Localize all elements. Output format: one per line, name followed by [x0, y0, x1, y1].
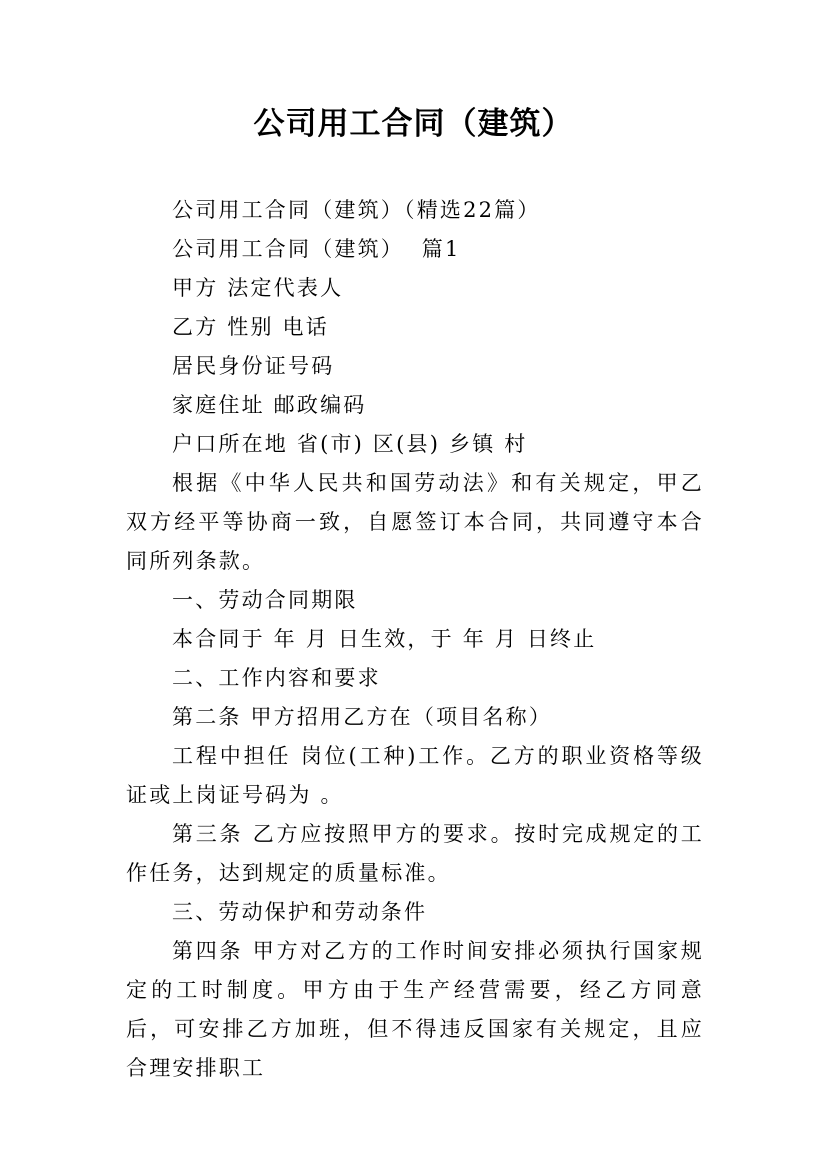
paragraph: 第四条 甲方对乙方的工作时间安排必须执行国家规定的工时制度。甲方由于生产经营需要，经乙方同意后，可安排乙方加班，但不得违反国家有关规定，且应合理安排职工 [126, 939, 704, 1080]
paragraph: 第三条 乙方应按照甲方的要求。按时完成规定的工作任务，达到规定的质量标准。 [126, 822, 704, 885]
paragraph: 公司用工合同（建筑） 篇1 [172, 237, 461, 261]
paragraph: 第二条 甲方招用乙方在（项目名称） [172, 705, 553, 729]
paragraph: 三、劳动保护和劳动条件 [172, 900, 428, 924]
paragraph: 工程中担任 岗位(工种)工作。乙方的职业资格等级证或上岗证号码为 。 [126, 744, 704, 807]
paragraph: 户口所在地 省(市) 区(县) 乡镇 村 [172, 432, 528, 456]
paragraph: 家庭住址 邮政编码 [172, 393, 367, 417]
paragraph: 二、工作内容和要求 [172, 666, 381, 690]
document-title: 公司用工合同（建筑） [253, 106, 574, 142]
paragraph: 公司用工合同（建筑）（精选22篇） [172, 198, 541, 222]
paragraph: 居民身份证号码 [172, 354, 335, 378]
paragraph: 本合同于 年 月 日生效，于 年 月 日终止 [172, 627, 597, 651]
paragraph: 根据《中华人民共和国劳动法》和有关规定，甲乙双方经平等协商一致，自愿签订本合同，共同遵守本合同所列条款。 [126, 471, 704, 573]
paragraph: 一、劳动合同期限 [172, 588, 358, 612]
document-body [126, 191, 704, 1088]
paragraph: 乙方 性别 电话 [172, 315, 329, 339]
paragraph: 甲方 法定代表人 [172, 276, 344, 300]
